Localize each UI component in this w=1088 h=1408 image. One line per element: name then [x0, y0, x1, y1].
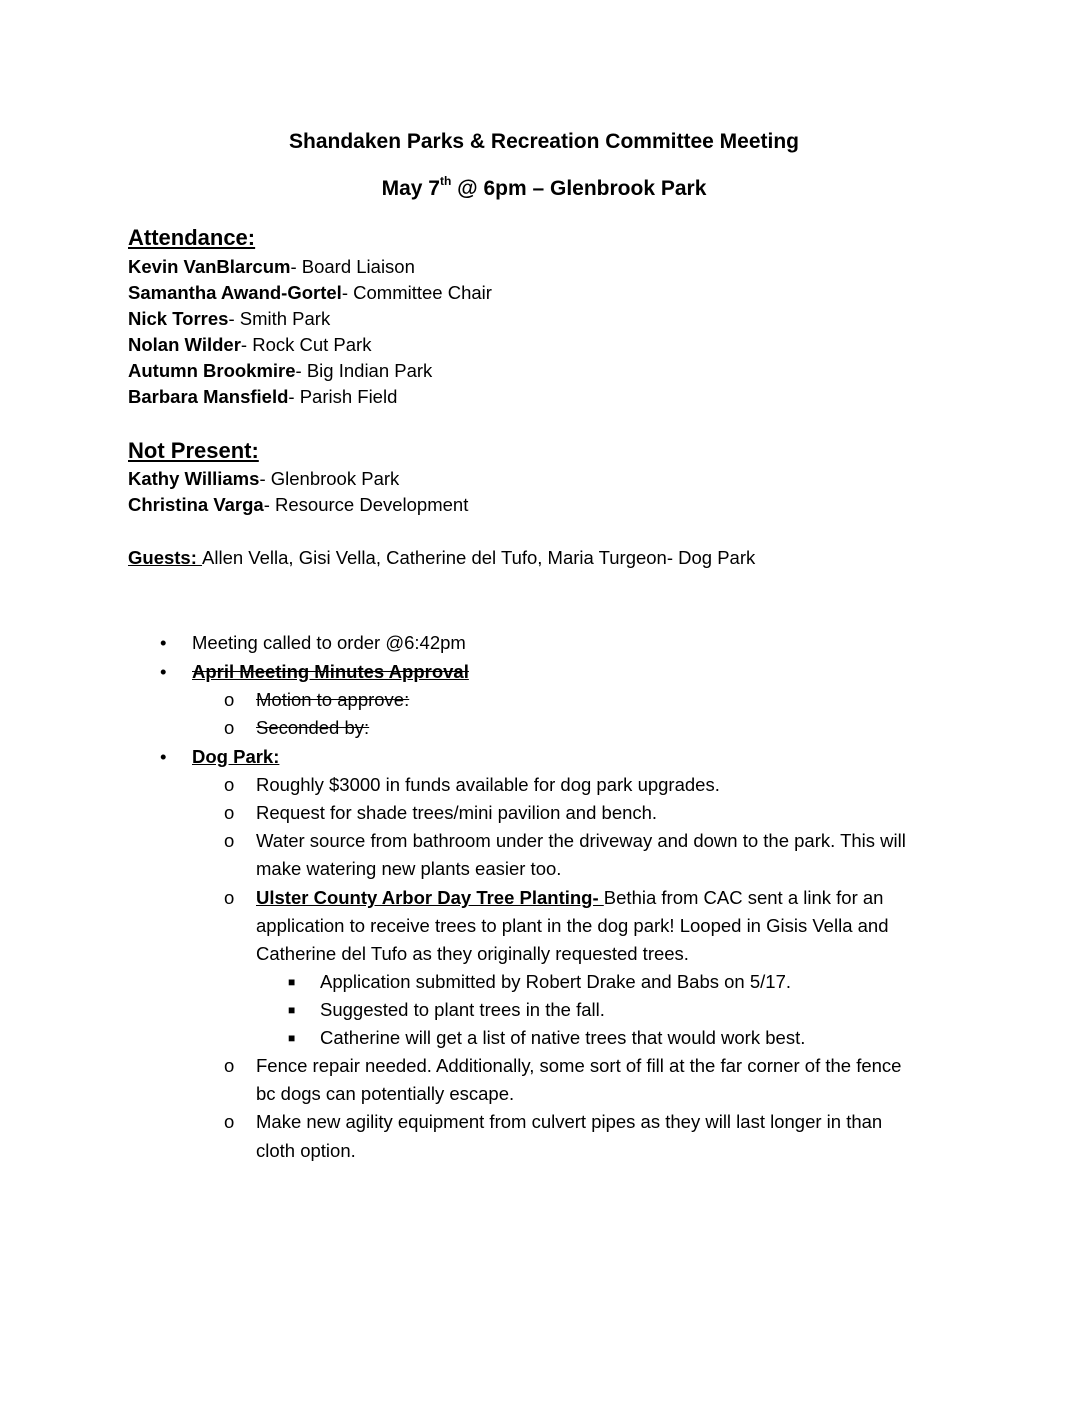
dog-park-heading: Dog Park: — [192, 746, 280, 767]
fence-text-continued: bc dogs can potentially escape. — [256, 1083, 515, 1104]
sub-sub-item — [288, 999, 605, 1021]
guests-row — [128, 547, 755, 569]
attendee-row — [128, 256, 415, 278]
native-trees-text: Catherine will get a list of native trees that would work best. — [320, 1027, 806, 1048]
sub-item — [224, 1111, 882, 1133]
sub-bullet-marker: o — [224, 774, 235, 795]
shade-text: Request for shade trees/mini pavilion and bench. — [256, 802, 658, 823]
attendee-role: - Committee Chair — [341, 282, 492, 303]
seconded-text: Seconded by: — [256, 717, 370, 738]
sub-bullet-marker: o — [224, 830, 235, 851]
attendee-role: - Rock Cut Park — [240, 334, 372, 355]
attendance-heading: Attendance: — [128, 225, 256, 250]
plant-fall-text: Suggested to plant trees in the fall. — [320, 999, 605, 1020]
sub-item — [224, 802, 657, 824]
sub-bullet-marker: o — [224, 717, 235, 738]
sub-bullet-marker: o — [224, 802, 235, 823]
date-superscript: th — [439, 174, 452, 188]
sub-sub-item — [288, 971, 791, 993]
sub-item — [224, 774, 720, 796]
minutes-approval-text: April Meeting Minutes Approval — [192, 661, 469, 682]
sub-bullet-marker: o — [224, 887, 235, 908]
arbor-day-label: Ulster County Arbor Day Tree Planting- — [256, 887, 604, 908]
guests-label: Guests: — [128, 547, 203, 568]
document-title: Shandaken Parks & Recreation Committee Meeting — [289, 130, 799, 153]
meeting-date-location — [0, 176, 1088, 201]
guests-text: Allen Vella, Gisi Vella, Catherine del Tufo, Maria Turgeon- Dog Park — [202, 547, 756, 568]
sub-bullet-marker: o — [224, 1055, 235, 1076]
sub-item-struck — [224, 717, 369, 739]
attendee-row — [128, 360, 432, 382]
sub-item-struck — [224, 689, 409, 711]
absentee-row — [128, 494, 468, 516]
sub-item — [224, 887, 883, 909]
arbor-day-text-continued: Catherine del Tufo as they originally requested trees. — [256, 943, 689, 964]
funds-text: Roughly $3000 in funds available for dog park upgrades. — [256, 774, 720, 795]
attendee-name: Samantha Awand-Gortel — [128, 282, 342, 303]
fence-text: Fence repair needed. Additionally, some sort of fill at the far corner of the fence — [256, 1055, 902, 1076]
bullet-marker: • — [160, 661, 167, 682]
attendee-name: Barbara Mansfield — [128, 386, 289, 407]
time-location-text: @ 6pm – Glenbrook Park — [451, 177, 707, 200]
sub-item — [224, 830, 906, 852]
attendee-row — [128, 282, 492, 304]
arbor-day-text: Bethia from CAC sent a link for an — [603, 887, 884, 908]
attendee-role: - Board Liaison — [290, 256, 415, 277]
attendee-row — [128, 334, 371, 356]
agility-text-continued: cloth option. — [256, 1140, 356, 1161]
attendee-role: - Big Indian Park — [295, 360, 433, 381]
sub-sub-item — [288, 1027, 805, 1049]
sub-bullet-marker: o — [224, 689, 235, 710]
attendee-role: - Smith Park — [228, 308, 331, 329]
attendee-row — [128, 386, 397, 408]
agenda-item — [160, 746, 279, 768]
attendee-name: Nolan Wilder — [128, 334, 241, 355]
agility-text: Make new agility equipment from culvert pipes as they will last longer in than — [256, 1111, 883, 1132]
arbor-day-text-continued: application to receive trees to plant in the dog park! Looped in Gisis Vella and — [256, 915, 889, 936]
water-text: Water source from bathroom under the driveway and down to the park. This will — [256, 830, 906, 851]
absentee-role: - Resource Development — [263, 494, 469, 515]
bullet-marker: • — [160, 746, 167, 767]
agenda-item — [160, 632, 466, 654]
attendee-row — [128, 308, 330, 330]
bullet-marker: • — [160, 632, 167, 653]
sub-bullet-marker: o — [224, 1111, 235, 1132]
absentee-name: Kathy Williams — [128, 468, 260, 489]
motion-text: Motion to approve: — [256, 689, 410, 710]
square-bullet-marker: ■ — [288, 975, 296, 989]
square-bullet-marker: ■ — [288, 1003, 296, 1017]
attendee-name: Nick Torres — [128, 308, 229, 329]
absentee-role: - Glenbrook Park — [259, 468, 400, 489]
not-present-heading: Not Present: — [128, 438, 259, 463]
attendee-name: Kevin VanBlarcum — [128, 256, 291, 277]
absentee-name: Christina Varga — [128, 494, 264, 515]
absentee-row — [128, 468, 399, 490]
agenda-item-struck — [160, 661, 469, 683]
attendee-role: - Parish Field — [288, 386, 398, 407]
sub-item — [224, 1055, 901, 1077]
date-text: May 7 — [381, 177, 440, 200]
water-text-continued: make watering new plants easier too. — [256, 858, 562, 879]
square-bullet-marker: ■ — [288, 1031, 296, 1045]
called-to-order-text: Meeting called to order @6:42pm — [192, 632, 466, 653]
application-text: Application submitted by Robert Drake and Babs on 5/17. — [320, 971, 792, 992]
attendee-name: Autumn Brookmire — [128, 360, 296, 381]
